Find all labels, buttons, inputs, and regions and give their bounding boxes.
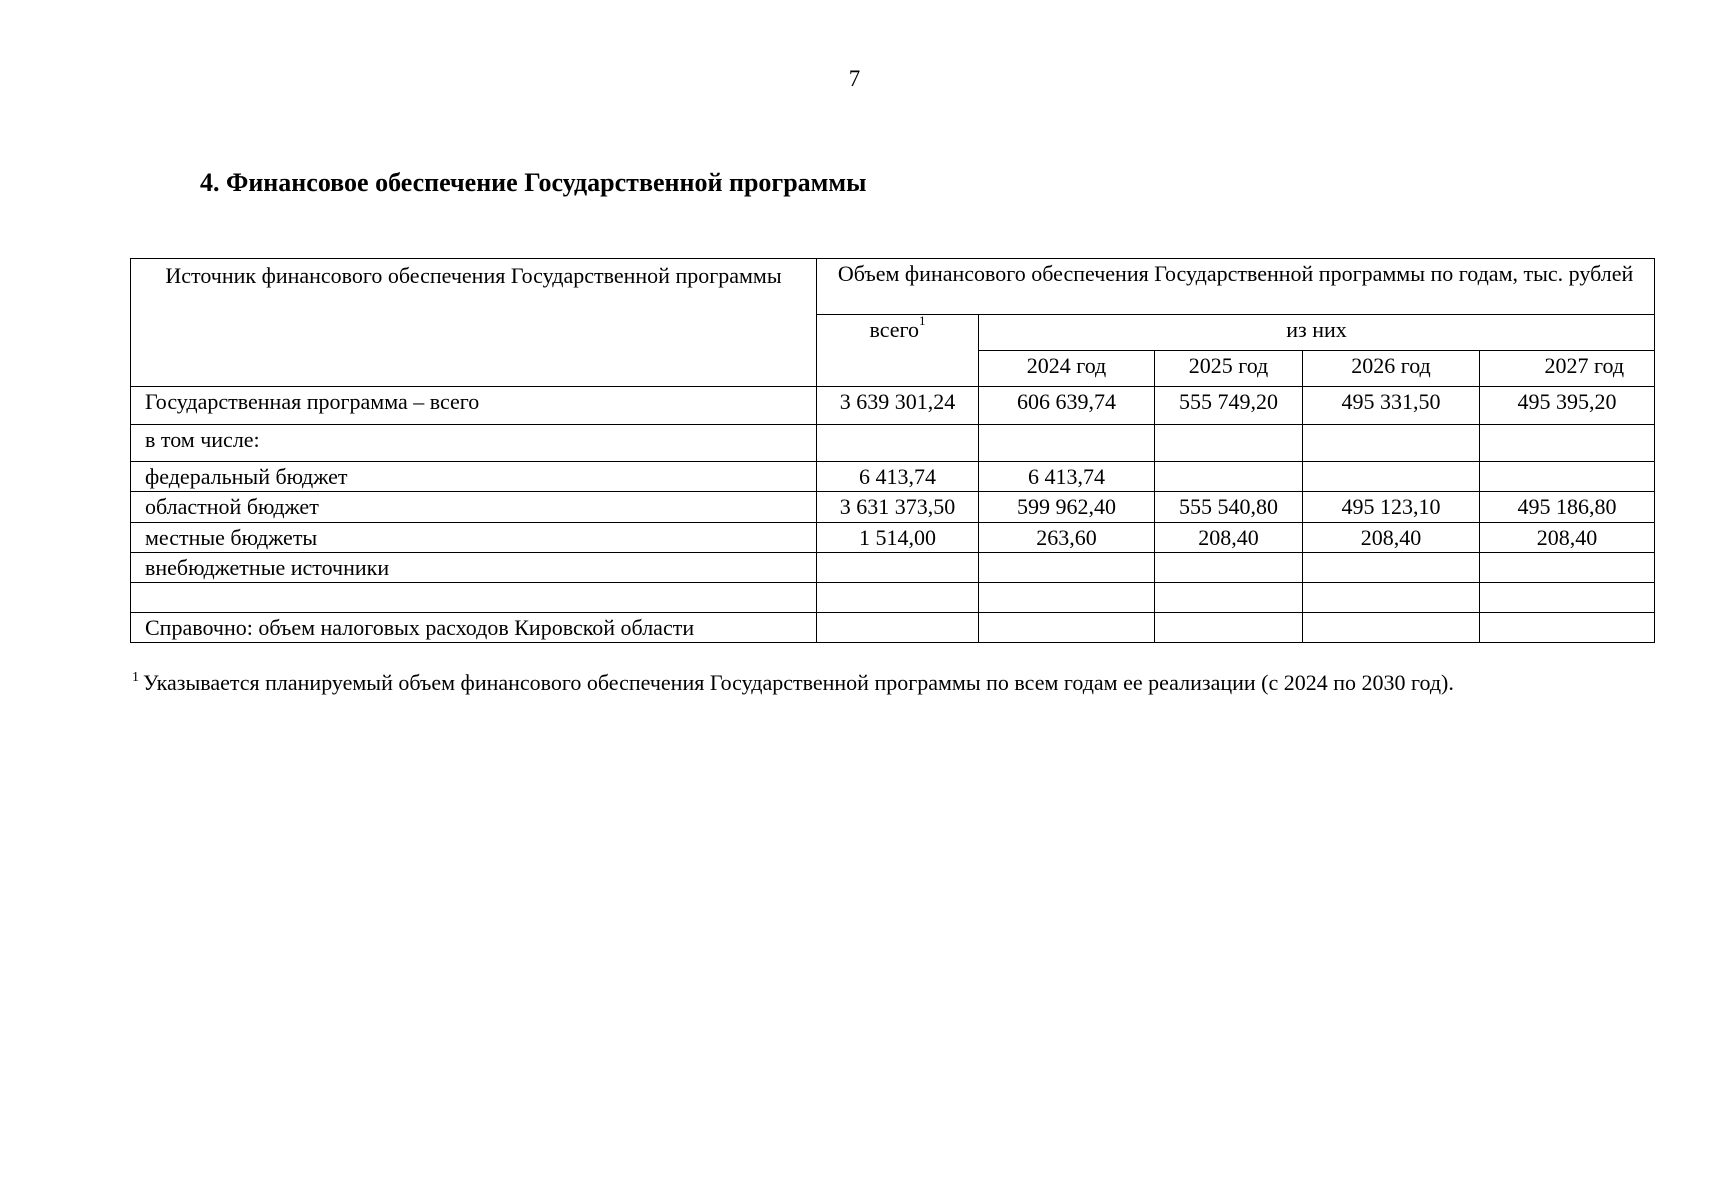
cell-2025 xyxy=(1155,583,1303,613)
cell-2027 xyxy=(1480,613,1655,643)
cell-total: 3 639 301,24 xyxy=(817,387,979,425)
cell-2027: 208,40 xyxy=(1480,522,1655,552)
cell-2024 xyxy=(979,425,1155,462)
cell-2025: 555 749,20 xyxy=(1155,387,1303,425)
cell-2027 xyxy=(1480,462,1655,492)
row-label xyxy=(131,583,817,613)
page-number: 7 xyxy=(848,66,861,91)
header-volume: Объем финансового обеспечения Государственной программы по годам, тыс. рублей xyxy=(817,259,1655,315)
cell-2026: 495 331,50 xyxy=(1303,387,1480,425)
header-total-footnote-mark: 1 xyxy=(919,314,926,328)
cell-2024 xyxy=(979,583,1155,613)
header-of-them: из них xyxy=(979,315,1655,351)
row-label: Государственная программа – всего xyxy=(131,387,817,425)
header-total xyxy=(817,315,979,387)
cell-2026 xyxy=(1303,462,1480,492)
row-label: в том числе: xyxy=(131,425,817,462)
cell-2025: 555 540,80 xyxy=(1155,492,1303,522)
row-label: местные бюджеты xyxy=(131,522,817,552)
cell-total: 3 631 373,50 xyxy=(817,492,979,522)
header-year-2024: 2024 год xyxy=(979,351,1155,387)
cell-2027: 495 395,20 xyxy=(1480,387,1655,425)
table-row xyxy=(131,425,1655,462)
cell-total: 6 413,74 xyxy=(817,462,979,492)
cell-2027 xyxy=(1480,583,1655,613)
table-row xyxy=(131,583,1655,613)
cell-2026: 495 123,10 xyxy=(1303,492,1480,522)
section-title: 4. Финансовое обеспечение Государственной программы xyxy=(200,168,867,197)
cell-2026 xyxy=(1303,583,1480,613)
cell-2026: 208,40 xyxy=(1303,522,1480,552)
cell-2025: 208,40 xyxy=(1155,522,1303,552)
header-source: Источник финансового обеспечения Государственной программы xyxy=(131,259,817,387)
financing-table xyxy=(130,258,1655,643)
header-total-label: всего xyxy=(869,317,920,342)
row-label: областной бюджет xyxy=(131,492,817,522)
cell-2027: 495 186,80 xyxy=(1480,492,1655,522)
cell-total xyxy=(817,425,979,462)
header-year-2026: 2026 год xyxy=(1303,351,1480,387)
footnote xyxy=(132,670,1454,696)
footnote-mark: 1 xyxy=(132,670,139,685)
cell-total: 1 514,00 xyxy=(817,522,979,552)
table-row xyxy=(131,462,1655,492)
cell-2025 xyxy=(1155,462,1303,492)
cell-total xyxy=(817,583,979,613)
cell-total xyxy=(817,552,979,582)
header-year-2025: 2025 год xyxy=(1155,351,1303,387)
row-label: федеральный бюджет xyxy=(131,462,817,492)
footnote-text: Указывается планируемый объем финансового обеспечения Государственной программы по всем годам ее реализации (с 2024 по 2030 год). xyxy=(143,670,1454,695)
cell-total xyxy=(817,613,979,643)
table-row xyxy=(131,492,1655,522)
cell-2025 xyxy=(1155,613,1303,643)
cell-2024: 263,60 xyxy=(979,522,1155,552)
cell-2025 xyxy=(1155,552,1303,582)
table-row xyxy=(131,552,1655,582)
cell-2027 xyxy=(1480,425,1655,462)
cell-2027 xyxy=(1480,552,1655,582)
cell-2025 xyxy=(1155,425,1303,462)
header-year-2027: 2027 год xyxy=(1480,351,1655,387)
row-label: Справочно: объем налоговых расходов Кировской области xyxy=(131,613,817,643)
cell-2026 xyxy=(1303,425,1480,462)
cell-2024: 599 962,40 xyxy=(979,492,1155,522)
table-row xyxy=(131,522,1655,552)
table-row xyxy=(131,387,1655,425)
cell-2024: 606 639,74 xyxy=(979,387,1155,425)
cell-2024 xyxy=(979,613,1155,643)
table-row xyxy=(131,613,1655,643)
cell-2024: 6 413,74 xyxy=(979,462,1155,492)
row-label: внебюджетные источники xyxy=(131,552,817,582)
cell-2024 xyxy=(979,552,1155,582)
cell-2026 xyxy=(1303,552,1480,582)
cell-2026 xyxy=(1303,613,1480,643)
